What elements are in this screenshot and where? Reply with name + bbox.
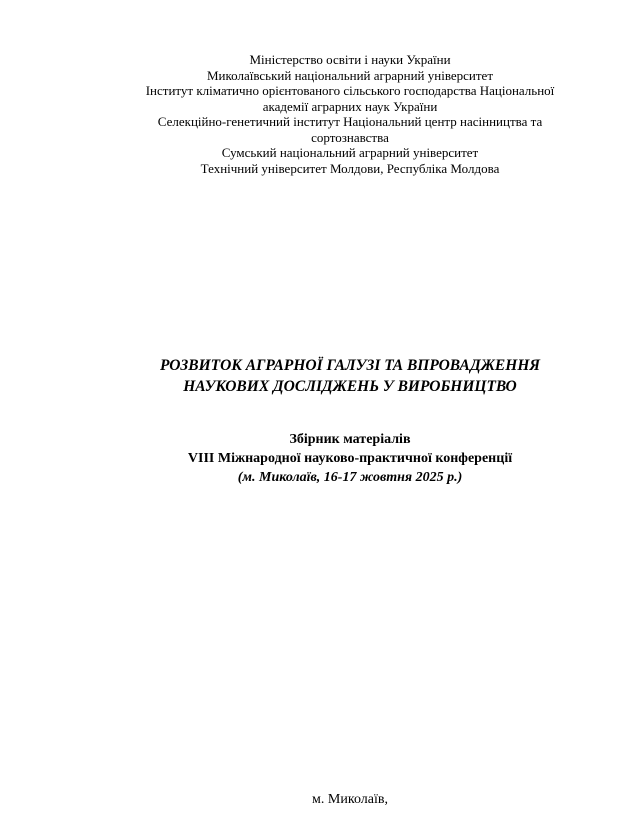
collection-info <box>60 430 636 487</box>
place-date: (м. Миколаїв, 16-17 жовтня 2025 р.) <box>237 470 463 485</box>
institution-line: Технічний університет Молдови, Республіка Молдова <box>200 160 500 176</box>
institution-line: Миколаївський національний аграрний університет <box>206 67 494 83</box>
institution-line: Міністерство освіти і науки України <box>249 52 451 67</box>
institution-line: сортознавства <box>311 129 389 145</box>
institution-line: Селекційно-генетичний інститут Національний центр насінництва та <box>157 114 543 129</box>
institutions-list <box>90 52 610 176</box>
collection-heading: Збірник матеріалів <box>289 432 411 447</box>
institution-line: Сумський національний аграрний університет <box>221 145 479 160</box>
title-line-1: РОЗВИТОК АГРАРНОЇ ГАЛУЗІ ТА ВПРОВАДЖЕННЯ <box>159 357 541 374</box>
title-line-2: НАУКОВИХ ДОСЛІДЖЕНЬ У ВИРОБНИЦТВО <box>183 377 517 395</box>
institution-line: Інститут кліматично орієнтованого сільського господарства Національної <box>145 83 555 98</box>
city-line: м. Миколаїв, <box>312 792 388 807</box>
conference-name: VIII Міжнародної науково-практичної конференції <box>187 451 513 466</box>
institution-line: академії аграрних наук України <box>262 98 438 114</box>
document-title <box>60 356 636 397</box>
